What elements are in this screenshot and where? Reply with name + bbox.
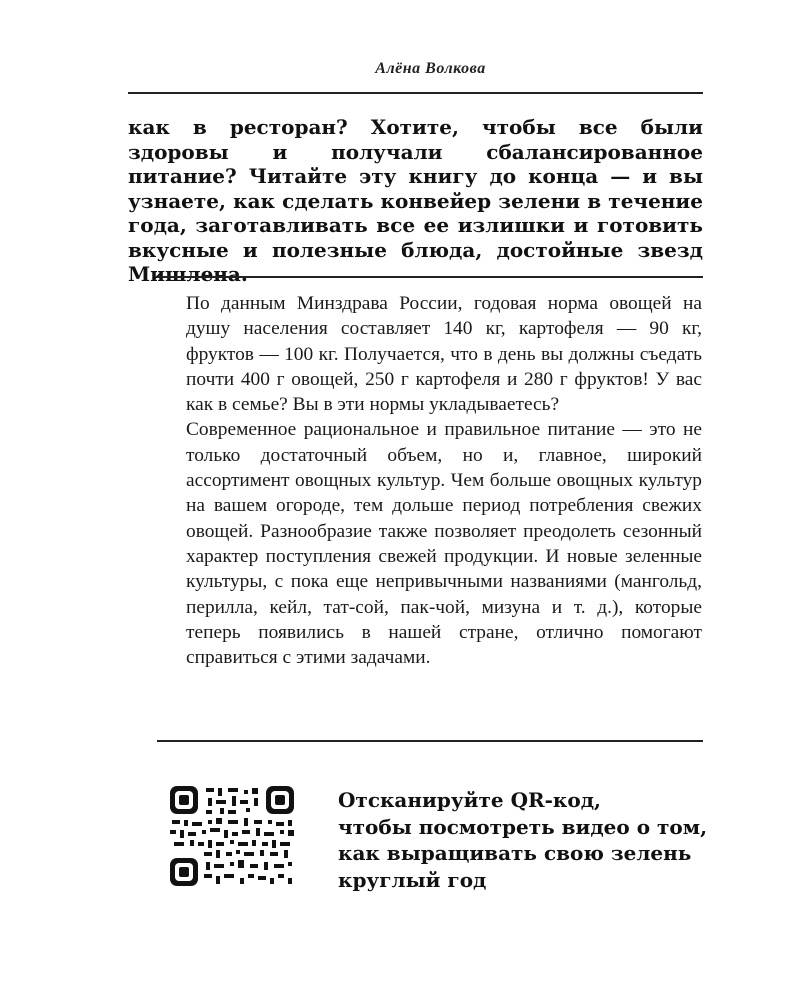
qr-code-icon[interactable] <box>170 786 294 886</box>
sidebar-paragraph-1: По данным Минздрава России, годовая норма овощей на душу населения составляет 140 кг, картофеля — 90 кг, фруктов — 100 кг. Получается, что в день вы должны съедать почти 400 г овощей, 250 г картофеля и 280 г фруктов! У вас как в семье? Вы в эти нормы укладываетесь? <box>186 293 702 416</box>
sidebar-bottom-rule <box>157 740 703 742</box>
running-head: Алёна Волкова <box>375 60 486 77</box>
lead-paragraph: как в ресторан? Хотите, чтобы все были здоровы и получали сбалансированное питание? Читайте эту книгу до конца — и вы узнаете, как сделать конвейер зелени в течение года, заготавливать все ее излишки и готовить вкусные и полезные блюда, достойные звезд Мишлена. <box>128 115 703 286</box>
sidebar-box <box>186 291 702 670</box>
qr-caption-line: Отсканируйте QR-код, <box>338 788 601 812</box>
sidebar-paragraph-2: Современное рациональное и правильное питание — это не только достаточный объем, но и, главное, широкий ассортимент овощных культур. Чем больше овощных культур на вашем огороде, тем дольше период потребления свежих овощей. Разнообразие также позволяет преодолеть сезонный характер поступления свежей продукции. И новые зеленные культуры, с пока еще непривычными названиями (мангольд, перилла, кейл, тат-сой, пак-чой, мизуна и т. д.), которые теперь появились в нашей стране, отлично помогают справиться с этими задачами. <box>186 419 702 669</box>
qr-caption-line: чтобы посмотреть видео о том, <box>338 814 708 839</box>
sidebar-top-rule <box>157 276 703 278</box>
qr-caption-line: как выращивать свою зелень <box>338 841 692 865</box>
header-divider <box>128 92 703 94</box>
qr-caption <box>338 787 708 893</box>
qr-caption-line: круглый год <box>338 867 487 892</box>
